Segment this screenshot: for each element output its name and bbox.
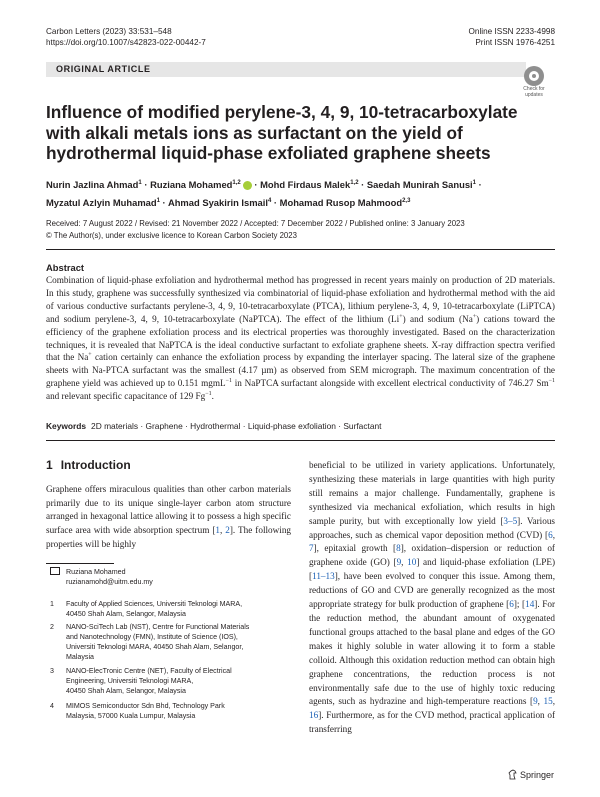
affiliation-number: 3 [50,667,54,675]
journal-citation: Carbon Letters (2023) 33:531–548 [46,27,172,36]
citation-link[interactable]: 11–13 [312,571,335,582]
citation-link[interactable]: 3–5 [503,515,518,526]
citation-link[interactable]: 9 [396,557,402,568]
author-name[interactable]: Nurin Jazlina Ahmad [46,179,139,191]
affiliation-item [46,701,291,721]
abstract-text: Combination of liquid-phase exfoliation and hydrothermal method has progressed in recent years mainly on production of 2D materials. In this study, graphene was successfully synthesized via combinatorial of liquid-phase exfoliation and hydrothermal method with the aid of various conductive surfactants perylene-3, 4, 9, 10-tetracarboxylate (PTCA), lithium perylene-3, 4, 9, 10-tetracarboxylate (LiPTCA) and sodium perylene-3, 4, 9, 10-tetracarboxylate (NaPTCA). The effect of the lithium (Li+) and sodium (Na+) cations toward the efficiency of the graphene exfoliation process and its electrical properties was thoroughly investigated. Based on the characterization techniques, it is revealed that NaPTCA is the ideal conductive surfactant to exfoliate graphene sheets. X-ray diffraction spectra verified that the Na+ cation certainly can enhance the exfoliation process by expanding the interlayer spacing. The lateral size of the graphene sheets with Na-PTCA surfactant was the smallest (4.17 µm) as observed from SEM micrograph. The maximum concentration of the graphene yield was achieved up to 0.151 mgmL$^{-1}$ in NaPTCA surfactant alongside with excellent electrical conductivity of 746.27 $Sm^{-1}$ and relevant specific capacitance of 129 $Fg^{-1}$. [46,275,555,402]
affiliation-number: 4 [50,702,54,710]
keywords-list: 2D materials · Graphene · Hydrothermal · Liquid-phase exfoliation · Surfactant [91,421,382,431]
citation-link[interactable]: 8 [396,543,401,554]
citation-link[interactable]: 7 [309,543,314,554]
affiliation-text: NANO-ElecTronic Centre (NET), Faculty of Electrical Engineering, Universiti Teknologi MARA, 40450 Shah Alam, Selangor, Malaysia [66,667,232,695]
citation-link[interactable]: 1 [215,525,220,536]
citation-link[interactable]: 2 [225,525,230,536]
affiliation-item [46,666,291,696]
doi-link[interactable]: https://doi.org/10.1007/s42823-022-00442-7 [46,38,206,47]
intro-column-left: Graphene offers miraculous qualities than other carbon materials primarily due to its unique single-layer carbon atom structure arranged in hexagonal lattice allowing it to possess a high specific surface area with wide absorption spectrum [1, 2]. The following properties will be highly [46,484,292,549]
divider [46,440,555,441]
citation-link[interactable]: 15 [543,696,553,707]
corresponding-name: Ruziana Mohamed [66,568,126,576]
publisher-name: Springer [520,770,555,780]
issn-print: Print ISSN 1976-4251 [475,38,555,47]
author-affiliation-mark: 1 [156,198,160,205]
author-name[interactable]: Mohd Firdaus Malek [260,179,351,191]
copyright-line: © The Author(s), under exclusive licence to Korean Carbon Society 2023 [46,231,297,240]
affiliation-number: 2 [50,623,54,631]
affiliation-item [46,622,291,662]
author-name[interactable]: Saedah Munirah Sanusi [366,179,473,191]
orcid-icon[interactable] [243,181,252,190]
author-name[interactable]: Ahmad Syakirin Ismail [167,197,268,209]
article-title: Influence of modified perylene-3, 4, 9, 10-tetracarboxylate with alkali metals ions as surfactant on the yield of hydrothermal liquid-phase exfoliated graphene sheets [46,102,518,163]
issn-online: Online ISSN 2233-4998 [468,27,555,36]
corresponding-email[interactable]: ruzianamohd@uitm.edu.my [66,578,153,586]
citation-link[interactable]: 6 [548,529,553,540]
check-updates-label: Check for updates [523,86,545,98]
keywords-label: Keywords [46,421,87,431]
publisher-logo [508,769,554,780]
author-affiliation-mark: 1,2 [350,180,359,186]
author-name[interactable]: Myzatul Azlyin Muhamad [46,197,157,209]
keywords [46,421,382,431]
article-type-band: ORIGINAL ARTICLE [46,62,526,77]
publication-dates [46,218,561,242]
footnote-divider [46,563,114,564]
envelope-icon [50,567,60,578]
check-updates-icon [524,66,544,86]
author-affiliation-mark: 1 [138,180,142,186]
citation-link[interactable]: 14 [525,599,535,610]
check-for-updates-button[interactable] [516,66,552,96]
intro-column-right: beneficial to be utilized in variety applications. Unfortunately, synthesizing these materials in large quantities with high purity still remains a major challenge. Fundamentally, graphene is synthesized via mechanical exfoliation, which results in high sample purity, but with exceptionally low yield [3–5]. Various approaches, such as chemical vapor deposition method (CVD) [6, 7], epitaxial growth [8], oxidation–dispersion or reduction of graphene oxide (GO) [9, 10] and liquid-phase exfoliation (LPE) [11–13], have been evolved to conquer this issue. Among them, reductions of GO and CVD are generally recognized as the most appropriate strategy for bulk production of graphene [6]; [14]. For the reduction method, the abundant amount of oxygenated functional groups attached to the basal plane and edges of the GO makes it highly soluble in water allowing it to form a stable colloid. Although this oxidation reduction method can obtain high graphene concentrations, the reduction process is not environmentally safe due to the use of highly toxic reducing agents, such as hydrazine and high-temperature reactions [9, 15, 16]. Furthermore, as for the CVD method, practical application of transferring [309,460,556,735]
author-affiliation-mark: 1,2 [232,180,241,186]
abstract-heading: Abstract [46,262,85,273]
affiliation-text: NANO-SciTech Lab (NST), Centre for Functional Materials and Nanotechnology (FMN), Institute of Science (IOS), Universiti Teknologi MARA, 40450 Shah Alam, Selangor, Malaysia [66,623,250,661]
divider [46,249,555,250]
affiliation-text: MIMOS Semiconductor Sdn Bhd, Technology Park Malaysia, 57000 Kuala Lumpur, Malaysia [66,702,225,720]
section-heading-introduction: 1 Introduction [46,458,131,472]
author-affiliation-mark: 4 [267,198,272,205]
springer-horse-icon [508,769,517,780]
issn-header [469,26,555,48]
journal-header [46,26,206,48]
author-name[interactable]: Ruziana Mohamed [150,179,233,191]
affiliation-text: Faculty of Applied Sciences, Universiti Teknologi MARA, 40450 Shah Alam, Selangor, Malaysia [66,600,243,618]
author-affiliation-mark: 2,3 [402,198,411,205]
author-list: Nurin Jazlina Ahmad$^1$ · Ruziana Mohamed$^{1,2}$ · Mohd Firdaus Malek$^{1,2}$ · Saedah Munirah Sanusi$^1$ · Myzatul Azlyin Muhamad$^1$ · Ahmad Syakirin Ismail$^4$ · Mohamad Rusop Mahmood$^{2,3}$ [46,179,482,209]
citation-link[interactable]: 10 [407,557,417,568]
affiliation-number: 1 [50,600,54,608]
citation-link[interactable]: 6 [509,599,514,610]
author-name[interactable]: Mohamad Rusop Mahmood [279,197,403,209]
affiliation-item [46,599,291,619]
history-dates: Received: 7 August 2022 / Revised: 21 November 2022 / Accepted: 7 December 2022 / Published online: 3 January 2023 [46,219,465,228]
author-affiliation-mark: 1 [472,180,476,186]
corresponding-author [46,567,291,587]
citation-link[interactable]: 9 [533,696,538,707]
citation-link[interactable]: 16 [309,710,319,721]
